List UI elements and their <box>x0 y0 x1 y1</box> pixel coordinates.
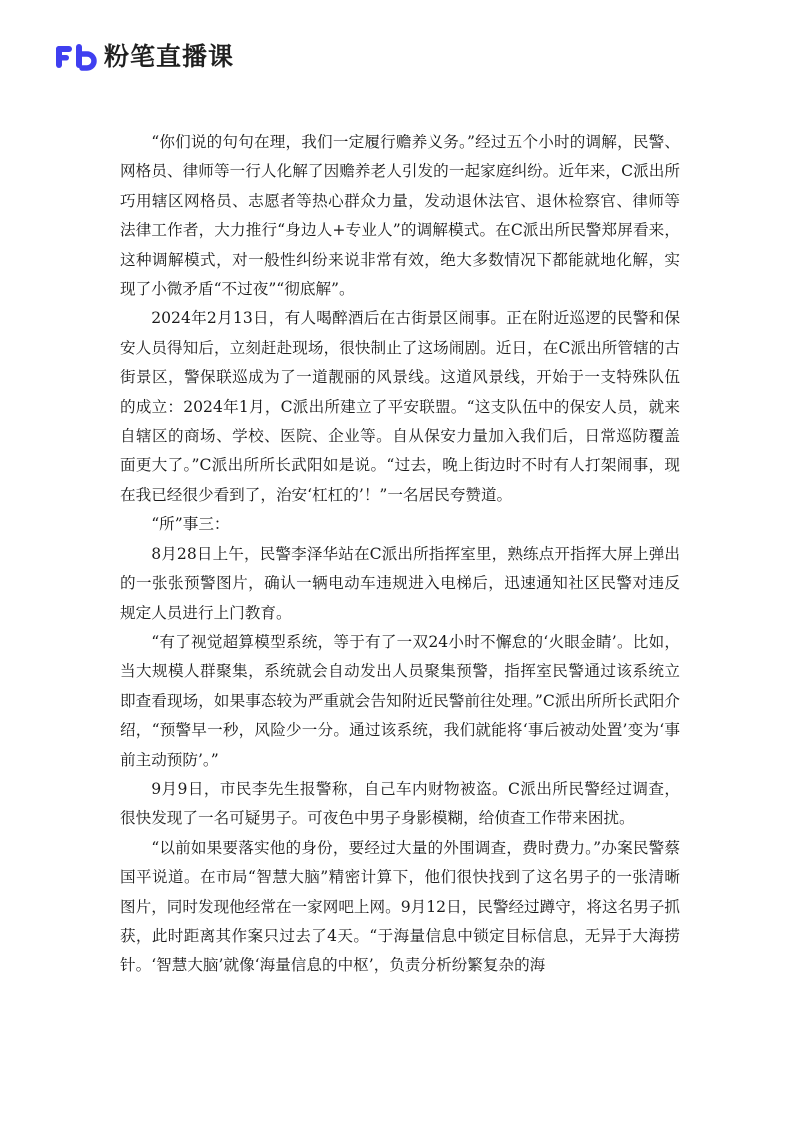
paragraph-5: 9月9日，市民李先生报警称，自己车内财物被盗。C派出所民警经过调查，很快发现了一名可疑男子。可夜色中男子身影模糊，给侦查工作带来困扰。 <box>120 779 680 828</box>
brand-name: 粉笔直播课 <box>104 42 235 71</box>
paragraph-4: “有了视觉超算模型系统，等于有了一双24小时不懈怠的‘火眼金睛’。比如，当大规模人群聚集，系统就会自动发出人员聚集预警，指挥室民警通过该系统立即查看现场，如果事态较为严重就会告知附近民警前往处理。”C派出所所长武阳介绍，“预警早一秒，风险少一分。通过该系统，我们就能将‘事后被动处置’变为‘事前主动预防’。” <box>120 632 680 769</box>
paragraph-3: 8月28日上午，民警李泽华站在C派出所指挥室里，熟练点开指挥大屏上弹出的一张张预警图片，确认一辆电动车违规进入电梯后，迅速通知社区民警对违反规定人员进行上门教育。 <box>120 544 680 622</box>
paragraph-6: “以前如果要落实他的身份，要经过大量的外围调查，费时费力。”办案民警蔡国平说道。在市局“智慧大脑”精密计算下，他们很快找到了这名男子的一张清晰图片，同时发现他经常在一家网吧上网。9月12日，民警经过蹲守，将这名男子抓获，此时距离其作案只过去了4天。“于海量信息中锁定目标信息，无异于大海捞针。‘智慧大脑’就像‘海量信息的中枢’，负责分析纷繁复杂的海 <box>120 838 680 975</box>
fenbi-logo-icon <box>54 42 98 72</box>
page-header <box>54 40 234 74</box>
section-heading: “所”事三： <box>151 515 230 534</box>
paragraph-1: “你们说的句句在理，我们一定履行赡养义务。”经过五个小时的调解，民警、网格员、律师等一行人化解了因赡养老人引发的一起家庭纠纷。近年来，C派出所巧用辖区网格员、志愿者等热心群众力量，发动退休法官、退休检察官、律师等法律工作者，大力推行“身边人+专业人”的调解模式。在C派出所民警郑屏看来，这种调解模式，对一般性纠纷来说非常有效，绝大多数情况下都能就地化解，实现了小微矛盾“不过夜”“彻底解”。 <box>120 133 680 299</box>
paragraph-2: 2024年2月13日，有人喝醉酒后在古街景区闹事。正在附近巡逻的民警和保安人员得知后，立刻赶赴现场，很快制止了这场闹剧。近日，在C派出所管辖的古街景区，警保联巡成为了一道靓丽的风景线。这道风景线，开始于一支特殊队伍的成立：2024年1月，C派出所建立了平安联盟。“这支队伍中的保安人员，就来自辖区的商场、学校、医院、企业等。自从保安力量加入我们后，日常巡防覆盖面更大了。”C派出所所长武阳如是说。“过去，晚上街边时不时有人打架闹事，现在我已经很少看到了，治安‘杠杠的’！”一名居民夸赞道。 <box>120 309 680 504</box>
article-body <box>120 128 680 981</box>
